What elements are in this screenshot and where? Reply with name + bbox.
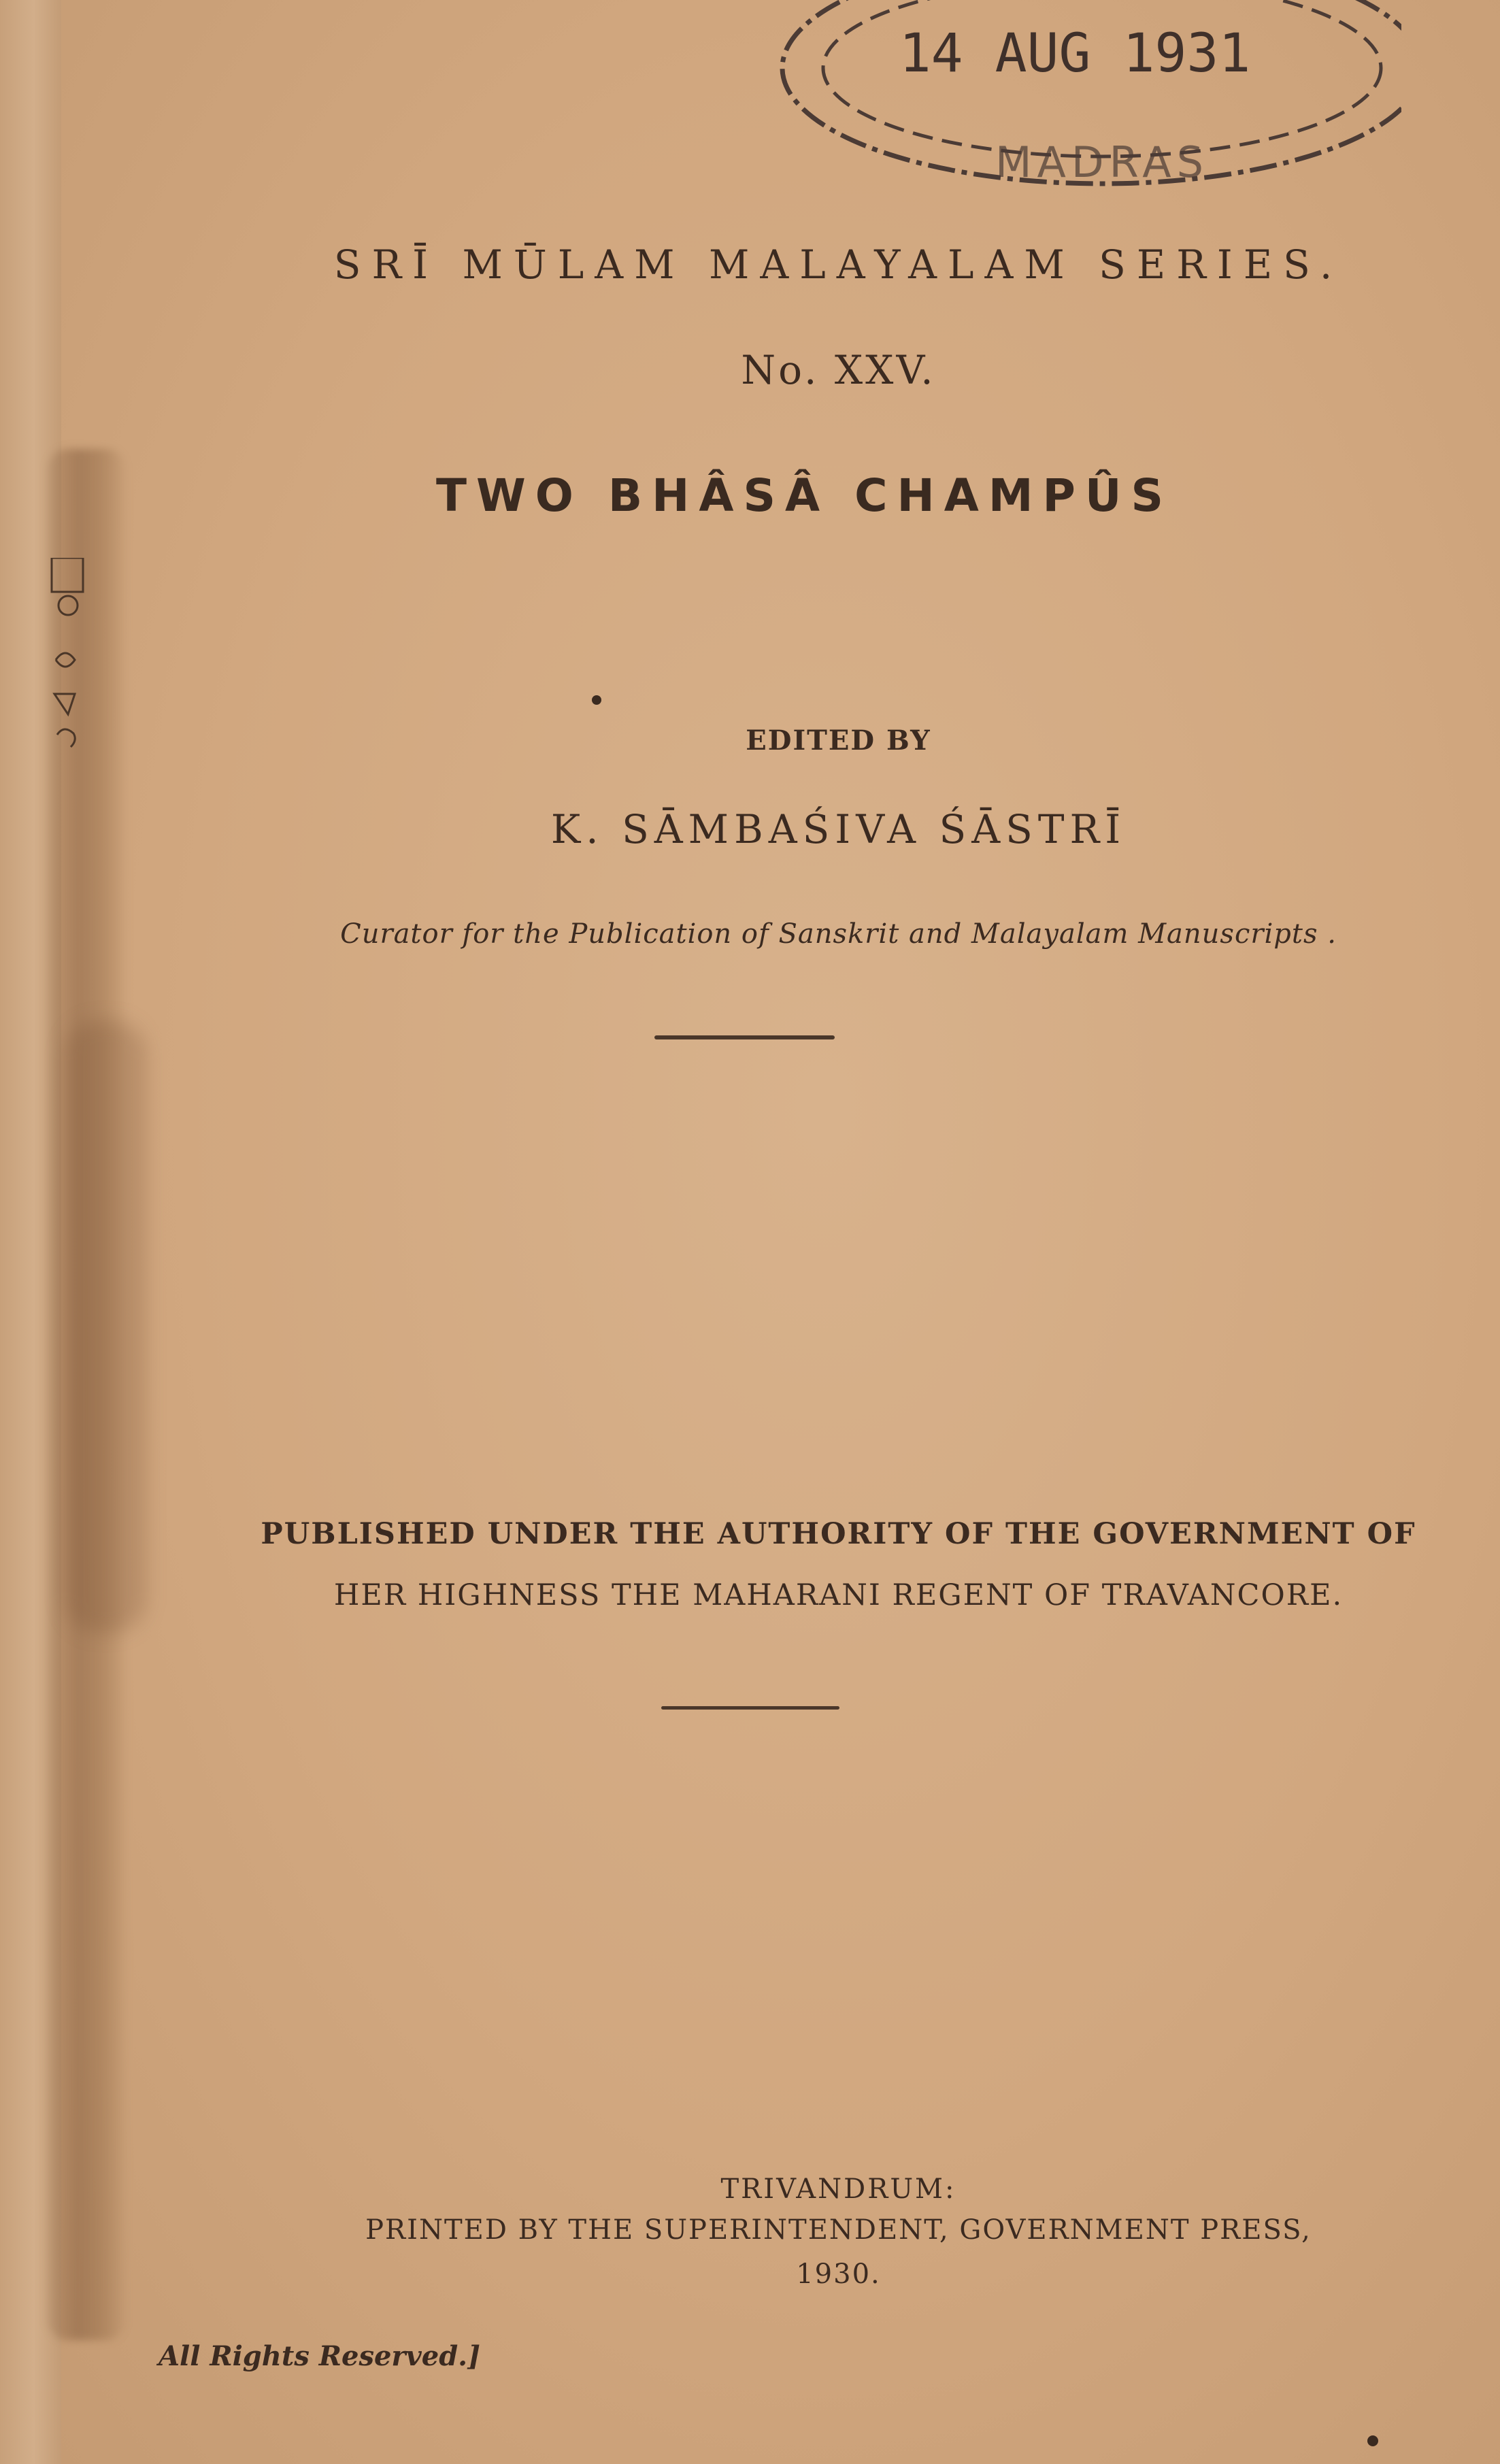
series-number: No. XXV. — [741, 347, 936, 393]
publication-authority-line2: HER HIGHNESS THE MAHARANI REGENT OF TRAVANCORE. — [333, 1578, 1344, 1612]
editor-role: Curator for the Publication of Sanskrit and Malayalam Manuscripts . — [340, 918, 1337, 950]
library-date-stamp — [748, 0, 1401, 224]
stamp-place: MADRAS — [995, 137, 1209, 187]
publication-authority-line1: PUBLISHED UNDER THE AUTHORITY OF THE GOVERNMENT OF — [261, 1517, 1416, 1551]
divider-rule — [654, 1035, 835, 1039]
imprint-year: 1930. — [796, 2259, 881, 2290]
stamp-date: 14 AUG 1931 — [899, 23, 1251, 84]
editor-name: K. SĀMBAŚIVA ŚĀSTRĪ — [550, 806, 1127, 852]
ink-dot — [592, 695, 601, 705]
edited-by-label: EDITED BY — [746, 725, 931, 756]
imprint-printer: PRINTED BY THE SUPERINTENDENT, GOVERNMENT PRESS, — [365, 2214, 1312, 2246]
rights-notice: All Rights Reserved.] — [159, 2340, 481, 2372]
imprint-place: TRIVANDRUM: — [720, 2174, 956, 2205]
spine-ink-marks — [49, 558, 90, 776]
book-title: TWO BHÂSÂ CHAMPÛS — [435, 469, 1173, 522]
divider-rule — [661, 1706, 839, 1710]
ink-dot — [1367, 2435, 1378, 2446]
series-title: SRĪ MŪLAM MALAYALAM SERIES. — [333, 242, 1344, 288]
